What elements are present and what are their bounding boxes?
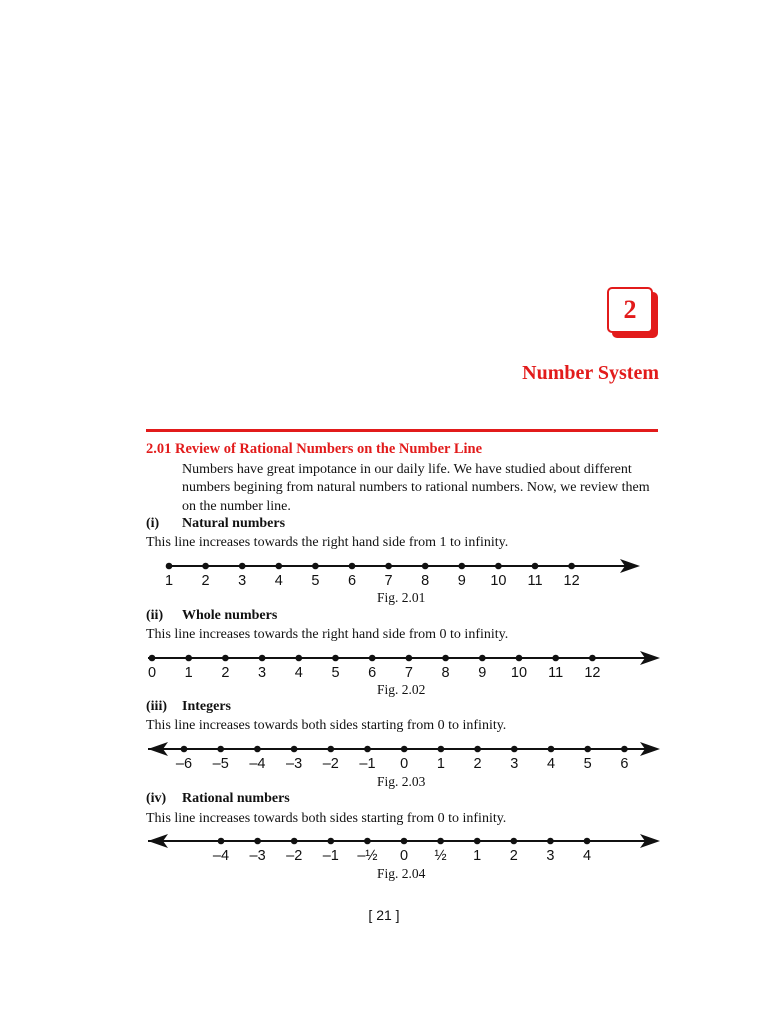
subsection-title: Natural numbers [182,516,286,531]
tick-label: 2 [473,756,482,772]
tick-label: 6 [347,573,357,589]
tick-label: 3 [258,665,267,681]
tick-label: –5 [212,756,229,772]
section-heading: 2.01 Review of Rational Numbers on the Number Line [146,441,483,457]
tick-label: 4 [546,756,556,772]
subsection-number: (ii) [146,608,164,623]
tick-label: –2 [286,848,303,864]
tick-label: 3 [546,848,555,864]
tick-label: –3 [286,756,303,772]
tick-label: 7 [404,665,413,681]
subsection-description: This line increases towards both sides starting from 0 to infinity. [146,811,507,826]
intro-line: Numbers have great impotance in our daily life. We have studied about different [182,462,632,477]
tick-label: 5 [583,756,592,772]
tick-label: 11 [548,665,564,681]
tick-point [401,838,408,845]
tick-point [584,838,591,845]
tick-label: –1 [322,848,339,864]
subsection-number: (i) [146,516,160,531]
tick-label: –½ [357,848,378,864]
page-number: [ 21 ] [368,907,400,923]
tick-point [474,838,481,845]
tick-label: 7 [384,573,393,589]
tick-label: 8 [421,573,430,589]
subsection-title: Whole numbers [182,608,278,623]
tick-label: 10 [510,665,528,681]
tick-label: ½ [434,848,447,864]
tick-label: 8 [441,665,450,681]
tick-label: 10 [490,573,507,589]
tick-label: 12 [563,573,580,589]
tick-label: 2 [221,665,230,681]
tick-label: 2 [201,573,210,589]
tick-point [547,838,554,845]
subsection-number: (iii) [146,699,167,714]
tick-point [511,838,518,845]
chapter-title: Number System [522,362,659,384]
intro-line: numbers begining from natural numbers to rational numbers. Now, we review them [182,480,650,496]
tick-label: 4 [582,848,592,864]
subsection-title: Rational numbers [182,791,290,806]
tick-point [254,838,261,845]
tick-label: –4 [249,756,266,772]
tick-label: 0 [147,665,157,681]
tick-label: 5 [331,665,340,681]
tick-label: 12 [584,665,601,681]
tick-label: 9 [457,573,466,589]
subsection-description: This line increases towards the right hand side from 1 to infinity. [146,535,509,550]
tick-label: –1 [359,756,376,772]
tick-label: –6 [175,756,193,772]
tick-point [437,838,444,845]
tick-point [291,838,298,845]
tick-label: 3 [238,573,247,589]
tick-label: 0 [400,756,409,772]
tick-label: –3 [249,848,266,864]
tick-label: –4 [212,848,230,864]
intro-line: on the number line. [182,498,291,514]
tick-label: 1 [164,573,174,589]
tick-label: 6 [620,756,629,772]
tick-label: 6 [368,665,377,681]
tick-label: –2 [322,756,339,772]
tick-label: 4 [274,573,283,589]
subsection-description: This line increases towards the right hand side from 0 to infinity. [146,627,509,642]
tick-label: 1 [436,756,445,772]
subsection-description: This line increases towards both sides starting from 0 to infinity. [146,718,507,733]
subsection-title: Integers [182,699,231,714]
tick-label: 1 [473,848,482,864]
tick-label: 3 [510,756,519,772]
tick-point [328,838,335,845]
tick-label: 2 [509,848,518,864]
tick-point [364,838,371,845]
tick-label: 9 [478,665,487,681]
chapter-number: 2 [623,295,637,324]
tick-label: 4 [294,665,303,681]
tick-label: 11 [527,573,543,589]
subsection-number: (iv) [146,791,167,806]
tick-label: 5 [311,573,320,589]
tick-label: 1 [184,665,193,681]
tick-point [218,838,225,845]
tick-label: 0 [399,848,409,864]
